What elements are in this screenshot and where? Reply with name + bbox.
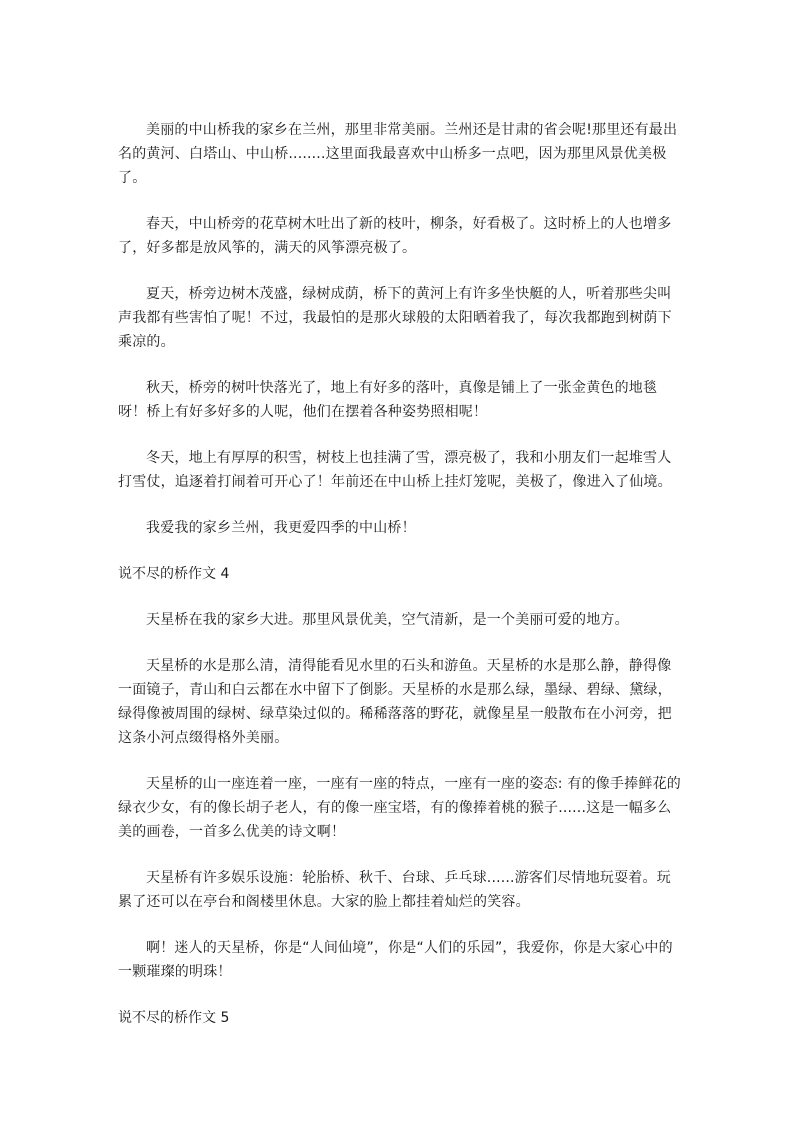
paragraph-autumn: 秋天，桥旁的树叶快落光了，地上有好多的落叶，真像是铺上了一张金黄色的地毯呀！桥上有好多好多的人呢，他们在摆着各种姿势照相呢！	[118, 380, 658, 420]
paragraph-tianxing-intro: 天星桥在我的家乡大进。那里风景优美，空气清新，是一个美丽可爱的地方。	[146, 612, 629, 628]
essay-heading-5: 说不尽的桥作文 5	[118, 1010, 230, 1026]
paragraph-summer: 夏天，桥旁边树木茂盛，绿树成荫，桥下的黄河上有许多坐快艇的人，听着那些尖叫声我都有些害怕了呢！不过，我最怕的是那火球般的太阳晒着我了，每次我都跑到树荫下乘凉的。	[118, 286, 672, 350]
essay-heading-4: 说不尽的桥作文 4	[118, 566, 230, 582]
paragraph-winter: 冬天，地上有厚厚的积雪，树枝上也挂满了雪，漂亮极了，我和小朋友们一起堆雪人打雪仗，追逐着打闹着可开心了！年前还在中山桥上挂灯笼呢，美极了，像进入了仙境。	[118, 450, 672, 490]
document-page	[118, 118, 684, 1052]
paragraph-tianxing-facilities: 天星桥有许多娱乐设施：轮胎桥、秋千、台球、乒乓球......游客们尽情地玩耍着。玩累了还可以在亭台和阁楼里休息。大家的脸上都挂着灿烂的笑容。	[118, 870, 671, 910]
paragraph-tianxing-mountains: 天星桥的山一座连着一座，一座有一座的特点，一座有一座的姿态: 有的像手捧鲜花的绿衣少女，有的像长胡子老人，有的像一座宝塔，有的像捧着桃的猴子......这是一幅多么美的画卷，一首多么优美的诗文啊！	[118, 776, 681, 840]
paragraph-zhongshan-intro: 美丽的中山桥我的家乡在兰州，那里非常美丽。兰州还是甘肃的省会呢!那里还有最出名的黄河、白塔山、中山桥........这里面我最喜欢中山桥多一点吧，因为那里风景优美极了。	[118, 122, 678, 186]
paragraph-conclusion: 我爱我的家乡兰州，我更爱四季的中山桥！	[146, 520, 416, 536]
paragraph-spring: 春天，中山桥旁的花草树木吐出了新的枝叶，柳条，好看极了。这时桥上的人也增多了，好多都是放风筝的，满天的风筝漂亮极了。	[118, 216, 672, 256]
paragraph-tianxing-water: 天星桥的水是那么清，清得能看见水里的石头和游鱼。天星桥的水是那么静，静得像一面镜子，青山和白云都在水中留下了倒影。天星桥的水是那么绿，墨绿、碧绿、黛绿，绿得像被周围的绿树、绿草染过似的。稀稀落落的野花，就像星星一般散布在小河旁，把这条小河点缀得格外美丽。	[118, 658, 672, 746]
paragraph-tianxing-conclusion: 啊！迷人的天星桥，你是“人间仙境”，你是“人们的乐园”，我爱你，你是大家心中的一颗璀璨的明珠！	[118, 940, 673, 980]
